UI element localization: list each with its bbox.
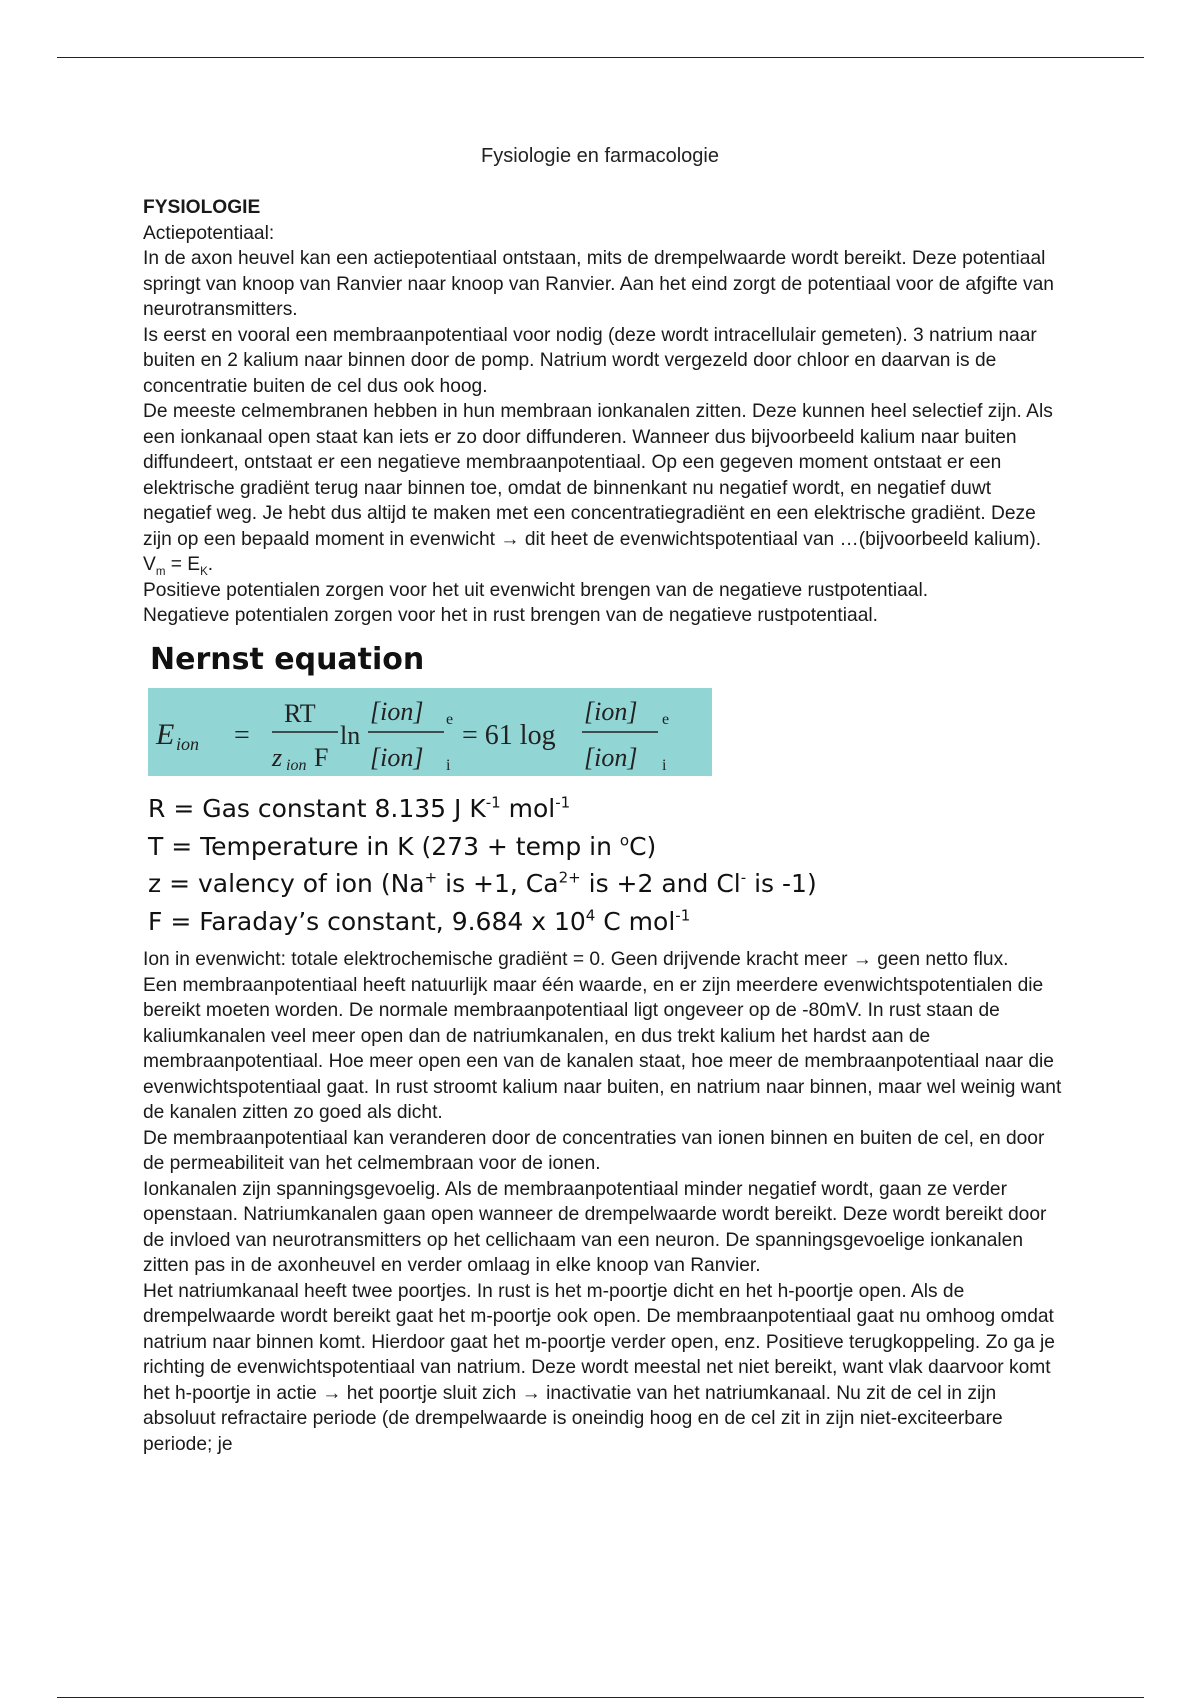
paragraph: Ion in evenwicht: totale elektrochemische gradiënt = 0. Geen drijvende kracht meer → geen netto flux. (143, 949, 1009, 970)
eq-z-sub: ion (286, 757, 307, 774)
def-t-end: C) (629, 831, 657, 861)
def-t-text: T = Temperature in K (273 + temp in (148, 831, 620, 861)
def-t-deg: o (619, 831, 630, 850)
eq-z: z (272, 743, 283, 772)
eq-equals-1: = (234, 720, 250, 751)
eq-i-sub: i (446, 757, 451, 774)
paragraph: De membraanpotentiaal kan veranderen door de concentraties van ionen binnen en buiten de cel, en door de permeabiliteit van het celmembraan voor de ionen. (143, 1127, 1045, 1174)
eq-61-log: = 61 log (462, 720, 556, 751)
bottom-rule (57, 1697, 1144, 1698)
def-r-text: R = Gas constant 8.135 J K (148, 794, 486, 823)
eq-ln: ln (340, 721, 361, 750)
paragraph (143, 399, 1063, 578)
paragraph-text: De meeste celmembranen hebben in hun membraan ionkanalen zitten. Deze kunnen heel selectief zijn. Als een ionkanaal open staat kan iets er zo door diffunderen. Wanneer dus bijvoorbeeld kalium naar buiten diffundeert, ontstaat er een negatieve membraanpotentiaal. Op een gegeven moment ontstaat er een elektrische gradiënt terug naar binnen toe, omdat de binnenkant nu negatief wordt, en negatief duwt negatief weg. Je hebt dus altijd te maken met een concentratiegradiënt en een elektrische gradiënt. Deze zijn op een bepaald moment in evenwicht → dit heet de evenwichtspotentiaal van …(bijvoorbeeld kalium). V (143, 401, 1053, 575)
def-z-mid2: is +2 and Cl (580, 869, 741, 898)
eq-ion-num: [ion] (370, 697, 424, 726)
def-r-exp: -1 (485, 793, 501, 812)
def-z-ca: 2+ (558, 868, 581, 887)
top-rule (57, 57, 1144, 58)
def-z-cl: - (740, 868, 747, 887)
main-text-block (143, 947, 1063, 1457)
def-z-text: z = valency of ion (Na (148, 869, 425, 898)
nernst-equation-box (148, 688, 712, 776)
ek-end: . (207, 554, 214, 575)
paragraph: Positieve potentialen zorgen voor het uit evenwicht brengen van de negatieve rustpotentiaal. (143, 579, 929, 601)
def-z-mid1: is +1, Ca (437, 869, 559, 898)
document-title: Fysiologie en farmacologie (481, 145, 719, 167)
vm-eq: = E (165, 554, 201, 575)
paragraph: Een membraanpotentiaal heeft natuurlijk maar één waarde, en er zijn meerdere evenwichtspotentialen die bereikt moeten worden. De normale membraanpotentiaal ligt ongeveer op de -80mV. In rust staan de kaliumkanalen veel meer open dan de natriumkanalen, en dus trekt kalium het hardst aan de membraanpotentiaal. Hoe meer open een van de kanalen staat, hoe meer de membraanpotentiaal naar die evenwichtspotentiaal gaat. In rust stroomt kalium naar buiten, en natrium naar binnen, maar wel weinig want de kanalen zitten zo goed als dicht. (143, 974, 1062, 1123)
eq-e-sub: e (446, 711, 454, 728)
def-f-exp2: -1 (675, 906, 691, 925)
nernst-title: Nernst equation (150, 642, 425, 677)
nernst-figure (148, 640, 748, 776)
intro-text-block (143, 195, 1063, 629)
eq-ion-sub: ion (176, 734, 200, 754)
def-f-mid: C mol (595, 906, 676, 936)
def-z (148, 865, 817, 903)
eq-ion-num-2: [ion] (584, 697, 638, 726)
eq-ion-den-2: [ion] (584, 743, 638, 772)
nernst-definitions (148, 790, 817, 940)
def-f (148, 903, 817, 941)
def-f-exp: 4 (585, 906, 596, 925)
paragraph: Het natriumkanaal heeft twee poortjes. In rust is het m-poortje dicht en het h-poortje open. Als de drempelwaarde wordt bereikt gaat het m-poortje ook open. De membraanpotentiaal gaat nu omhoog omdat natrium naar binnen komt. Hierdoor gaat het m-poortje verder open, enz. Positieve terugkoppeling. Zo ga je richting de evenwichtspotentiaal van natrium. Deze wordt meestal net niet bereikt, want vlak daarvoor komt het h-poortje in actie → het poortje sluit zich → inactivatie van het natriumkanaal. Nu zit de cel in zijn absoluut refractaire periode (de drempelwaarde is oneindig hoog en de cel zit in zijn niet-exciteerbare periode; je (143, 1280, 1055, 1455)
def-z-end: is -1) (746, 869, 817, 898)
paragraph: In de axon heuvel kan een actiepotentiaal ontstaan, mits de drempelwaarde wordt bereikt. Deze potentiaal springt van knoop van Ranvier naar knoop van Ranvier. Aan het eind zorgt de potentiaal voor de afgifte van neurotransmitters. (143, 248, 1054, 320)
def-r-mid: mol (500, 794, 556, 823)
def-f-text: F = Faraday’s constant, 9.684 x 10 (148, 906, 586, 936)
subheading: Actiepotentiaal: (143, 222, 275, 244)
eq-e-sub-2: e (662, 711, 670, 728)
nernst-equation (148, 688, 712, 776)
paragraph: Is eerst en vooral een membraanpotentiaal voor nodig (deze wordt intracellulair gemeten). 3 natrium naar buiten en 2 kalium naar binnen door de pomp. Natrium wordt vergezeld door chloor en daarvan is de concentratie buiten de cel dus ook hoog. (143, 324, 1037, 397)
ek-subscript: K (200, 565, 208, 578)
paragraph: Negatieve potentialen zorgen voor het in rust brengen van de negatieve rustpotentiaal. (143, 605, 878, 626)
eq-rt: RT (284, 699, 316, 728)
eq-ion-den: [ion] (370, 743, 424, 772)
vm-subscript: m (155, 565, 166, 578)
section-heading: FYSIOLOGIE (143, 197, 261, 218)
eq-i-sub-2: i (662, 757, 667, 774)
def-r-exp2: -1 (555, 793, 571, 812)
paragraph: Ionkanalen zijn spanningsgevoelig. Als de membraanpotentiaal minder negatief wordt, gaan ze verder openstaan. Natriumkanalen gaan open wanneer de drempelwaarde wordt bereikt. Deze wordt bereikt door de invloed van neurotransmitters op het cellichaam van een neuron. De spanningsgevoelige ionkanalen zitten pas in de axonheuvel en verder omlaag in elke knoop van Ranvier. (143, 1178, 1047, 1276)
def-t (148, 828, 817, 866)
def-r (148, 790, 817, 828)
def-z-na: + (424, 868, 438, 887)
eq-f: F (314, 743, 329, 772)
eq-e: E (156, 718, 175, 751)
